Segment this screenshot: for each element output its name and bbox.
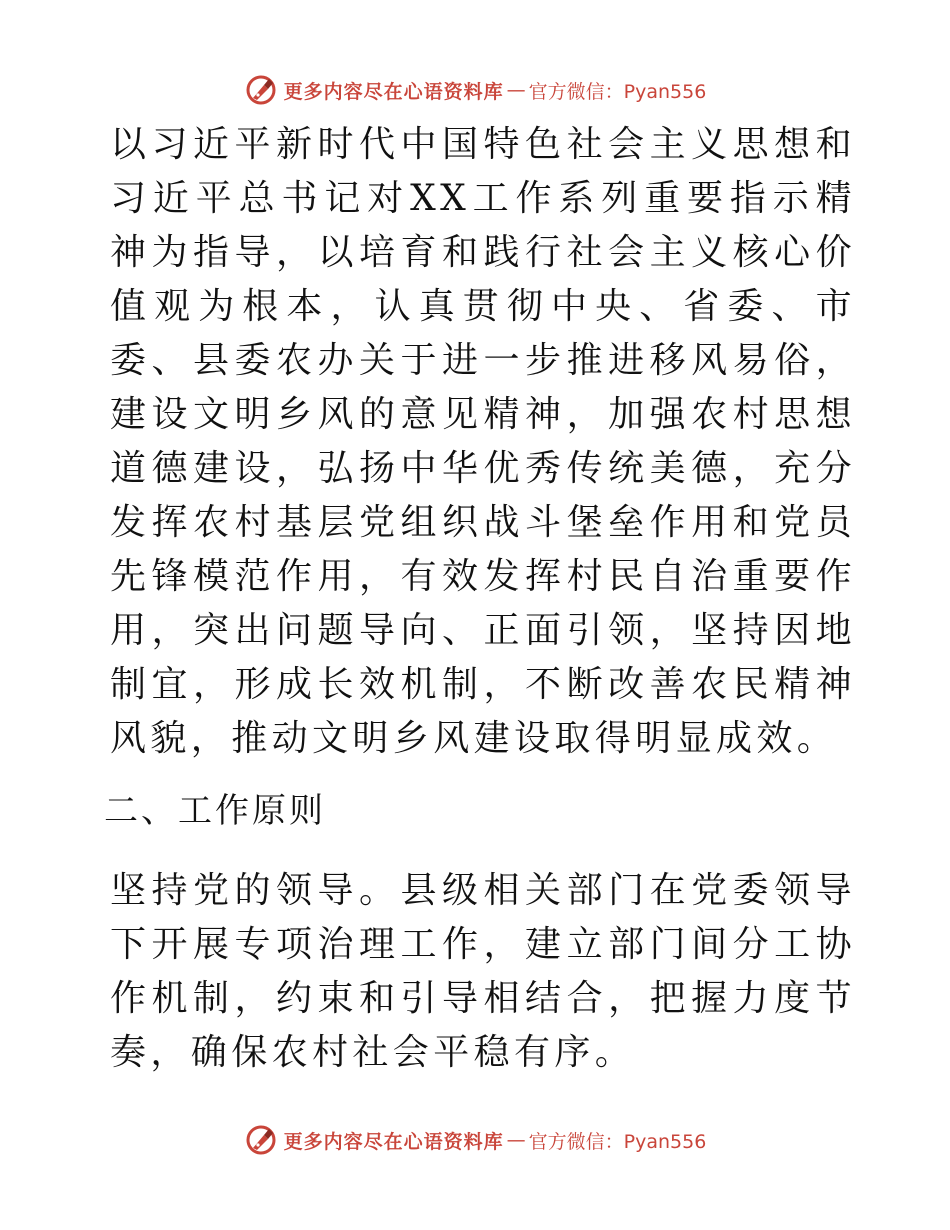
body-paragraph-1: 以习近平新时代中国特色社会主义思想和习近平总书记对XX工作系列重要指示精神为指导，以培育和践行社会主义核心价值观为根本，认真贯彻中央、省委、市委、县委农办关于进一步推进移风易俗，建设文明乡风的意见精神，加强农村思想道德建设，弘扬中华优秀传统美德，充分发挥农村基层党组织战斗堡垒作用和党员先锋模范作用，有效发挥村民自治重要作用，突出问题导向、正面引领，坚持因地制宜，形成长效机制，不断改善农民精神风貌，推动文明乡风建设取得明显成效。 [110,124,856,759]
watermark-contact: 官方微信：Pyan556 [528,80,707,103]
footer-watermark [0,1120,950,1160]
header-watermark [0,70,950,110]
body-paragraph-2: 坚持党的领导。县级相关部门在党委领导下开展专项治理工作，建立部门间分工协作机制，约束和引导相结合，把握力度节奏，确保农村社会平稳有序。 [110,870,856,1073]
watermark-contact: 官方微信：Pyan556 [528,1130,707,1153]
watermark-brand: 更多内容尽在心语资料库 [283,1130,504,1153]
pen-nib-logo-icon [244,73,278,107]
pen-nib-logo-icon [244,1123,278,1157]
watermark-dash: — [506,1129,526,1151]
document-body [96,118,856,1080]
watermark-dash: — [506,79,526,101]
section-heading: 二、工作原则 [104,791,326,831]
watermark-brand: 更多内容尽在心语资料库 [283,80,504,103]
